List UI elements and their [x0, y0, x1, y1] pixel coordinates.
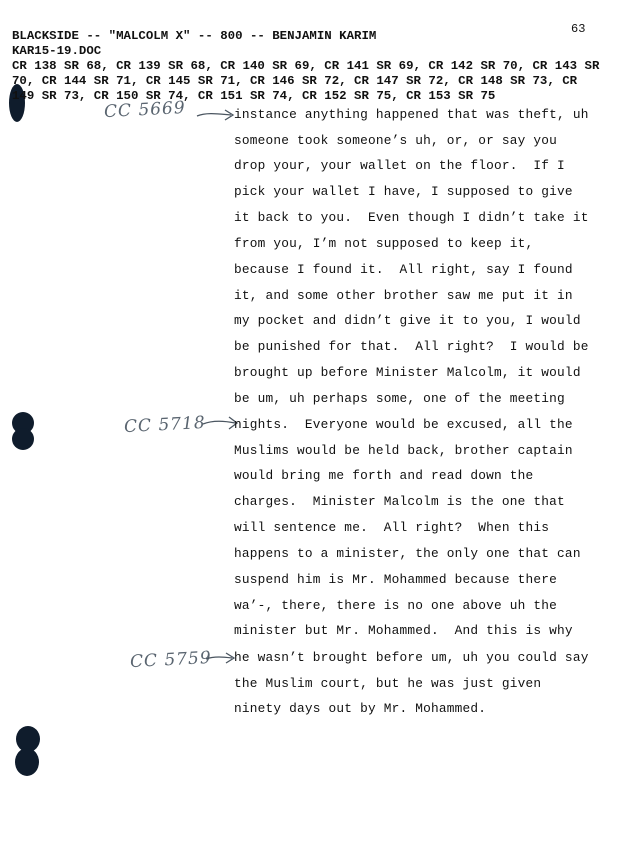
margin-note-cc5669: CC 5669 — [103, 97, 187, 123]
transcript-line: will sentence me. All right? When this — [234, 520, 550, 535]
header-timecodes-line-3: 149 SR 73, CR 150 SR 74, CR 151 SR 74, CR 152 SR 75, CR 153 SR 75 — [12, 89, 496, 103]
page-number: 63 — [571, 22, 586, 36]
transcript-line: it, and some other brother saw me put it in — [234, 288, 573, 303]
transcript-line: someone took someone’s uh, or, or say you — [234, 133, 558, 148]
transcript-line: from you, I’m not supposed to keep it, — [234, 236, 534, 251]
header-filename: KAR15-19.DOC — [12, 44, 102, 58]
transcript-line: ninety days out by Mr. Mohammed. — [234, 701, 487, 716]
transcript-line: drop your, your wallet on the floor. If I — [234, 158, 565, 173]
transcript-line: Muslims would be held back, brother captain — [234, 443, 573, 458]
transcript-line: be um, uh perhaps some, one of the meeting — [234, 391, 565, 406]
transcript-line: he wasn’t brought before um, uh you could say — [234, 650, 589, 665]
transcript-line: happens to a minister, the only one that can — [234, 546, 581, 561]
transcript-line: suspend him is Mr. Mohammed because there — [234, 572, 558, 587]
arrow-icon — [204, 649, 238, 667]
transcript-line: would bring me forth and read down the — [234, 468, 534, 483]
punch-hole-middle-lower — [12, 428, 34, 450]
header-timecodes-line-2: 70, CR 144 SR 71, CR 145 SR 71, CR 146 SR 72, CR 147 SR 72, CR 148 SR 73, CR — [12, 74, 578, 88]
header-timecodes-line-1: CR 138 SR 68, CR 139 SR 68, CR 140 SR 69, CR 141 SR 69, CR 142 SR 70, CR 143 SR — [12, 59, 600, 73]
transcript-line: nights. Everyone would be excused, all the — [234, 417, 573, 432]
arrow-icon — [195, 106, 237, 124]
header-title: BLACKSIDE -- "MALCOLM X" -- 800 -- BENJAMIN KARIM — [12, 29, 377, 43]
transcript-line: be punished for that. All right? I would be — [234, 339, 589, 354]
transcript-line: it back to you. Even though I didn’t take it — [234, 210, 589, 225]
margin-note-cc5759: CC 5759 — [129, 647, 213, 673]
transcript-line: charges. Minister Malcolm is the one that — [234, 494, 565, 509]
transcript-line: my pocket and didn’t give it to you, I would — [234, 313, 581, 328]
transcript-line: minister but Mr. Mohammed. And this is why — [234, 623, 573, 638]
transcript-line: wa’-, there, there is no one above uh the — [234, 598, 558, 613]
transcript-line: pick your wallet I have, I supposed to give — [234, 184, 573, 199]
transcript-line: brought up before Minister Malcolm, it would — [234, 365, 581, 380]
transcript-line: instance anything happened that was theft, uh — [234, 107, 589, 122]
margin-note-cc5718: CC 5718 — [123, 412, 207, 438]
transcript-line: the Muslim court, but he was just given — [234, 676, 542, 691]
transcript-line: because I found it. All right, say I found — [234, 262, 573, 277]
punch-hole-bottom-lower — [15, 748, 39, 776]
